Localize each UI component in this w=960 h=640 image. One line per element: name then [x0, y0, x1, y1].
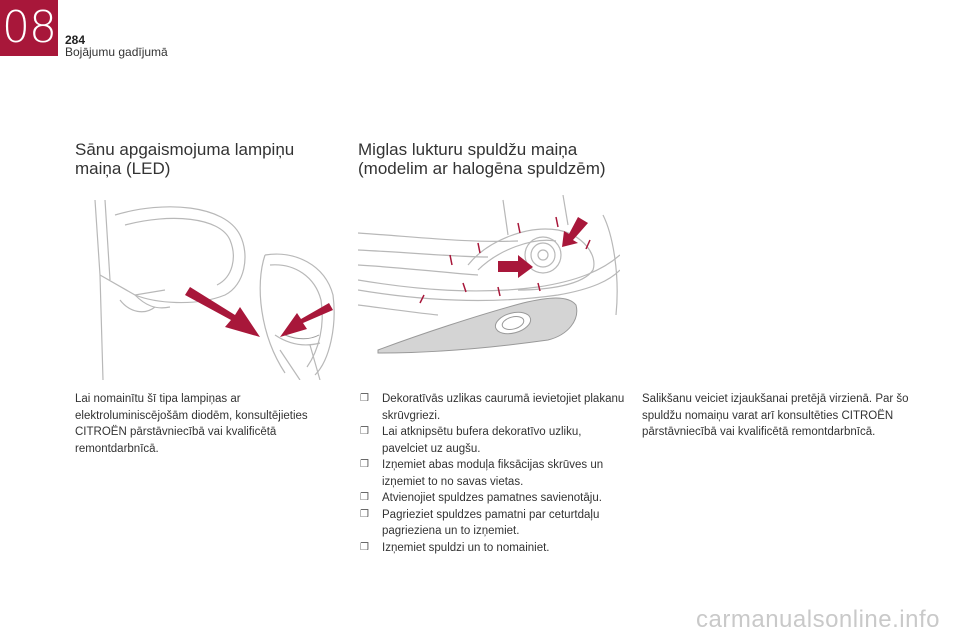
chapter-tab: 08 [0, 0, 58, 56]
section-name: Bojājumu gadījumā [65, 45, 168, 59]
reassembly-instructions: Salikšanu veiciet izjaukšanai pretējā virzienā. Par šo spuldžu nomaiņu varat arī konsultēties CITROËN pārstāvniecībā vai kvalificētā remontdarbnīcā. [642, 393, 909, 438]
list-item: ❒ Lai atknipsētu bufera dekoratīvo uzliku, pavelciet uz augšu. [360, 426, 582, 455]
arrow-icon [185, 287, 260, 337]
list-item: ❒ Pagrieziet spuldzes pamatni par ceturtdaļu pagrieziena un to izņemiet. [360, 508, 600, 537]
checkbox-bullet-icon: ❒ [360, 492, 369, 503]
side-light-title: Sānu apgaismojuma lampiņu maiņa (LED) [75, 140, 295, 178]
mirror-illustration [75, 195, 337, 380]
fog-lamp-illustration [358, 195, 620, 357]
checkbox-bullet-icon: ❒ [360, 459, 369, 470]
page-number: 284 [65, 33, 86, 47]
checkbox-bullet-icon: ❒ [360, 508, 369, 520]
checkbox-bullet-icon: ❒ [360, 426, 369, 437]
fog-lamp-steps [358, 391, 628, 556]
list-item: ❒ Izņemiet spuldzi un to nomainiet. [358, 540, 628, 557]
list-item: ❒ Dekoratīvās uzlikas caurumā ievietojiet plakanu skrūvgriezi. [360, 393, 625, 422]
checkbox-bullet-icon: ❒ [360, 393, 369, 404]
list-item: ❒ Izņemiet abas moduļa fiksācijas skrūves un izņemiet to no savas vietas. [360, 459, 604, 488]
arrow-icon [498, 255, 533, 278]
arrow-icon [280, 303, 333, 337]
checkbox-bullet-icon: ❒ [360, 541, 369, 553]
list-item: ❒ Atvienojiet spuldzes pamatnes savienotāju. [358, 490, 628, 507]
watermark: carmanualsonline.info [696, 606, 940, 633]
fog-lamp-title: Miglas lukturu spuldžu maiņa (modelim ar halogēna spuldzēm) [358, 140, 606, 178]
led-instructions: Lai nomainītu šī tipa lampiņas ar elektroluminiscējošām diodēm, konsultējieties CITROËN pārstāvniecībā vai kvalificētā remontdarbnīcā. [75, 393, 308, 455]
